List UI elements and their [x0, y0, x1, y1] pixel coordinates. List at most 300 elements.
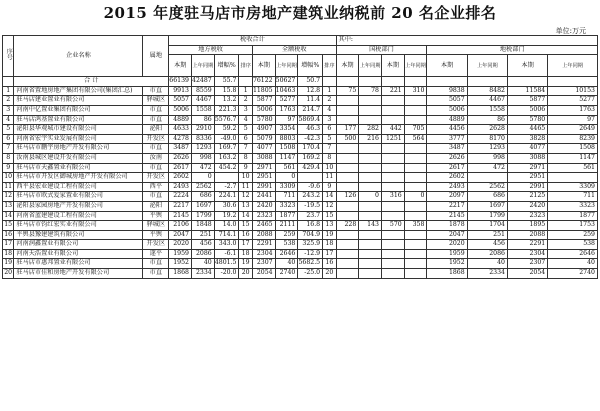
row-value: 2951 — [252, 173, 275, 183]
row-value — [359, 115, 382, 125]
row-value — [214, 173, 239, 183]
row-value: 2441 — [252, 192, 275, 202]
row-rank: 18 — [323, 240, 336, 250]
row-seq: 19 — [3, 259, 14, 269]
row-value: 2020 — [169, 240, 192, 250]
row-region: 市直 — [143, 115, 169, 125]
row-value: 998 — [191, 153, 214, 163]
row-value: 3777 — [427, 134, 467, 144]
table-row — [3, 240, 598, 250]
table-row — [3, 96, 598, 106]
table-header — [3, 36, 598, 77]
header-region: 属地 — [143, 36, 169, 77]
header-this-period: 本期 — [252, 55, 275, 77]
table-row — [3, 173, 598, 183]
total-cell — [239, 77, 252, 87]
row-value: 11584 — [507, 86, 547, 96]
row-value — [359, 153, 382, 163]
row-value: 1753 — [548, 221, 598, 231]
row-value: 2291 — [507, 240, 547, 250]
row-value: 1704 — [467, 221, 507, 231]
row-value: 561 — [548, 163, 598, 173]
row-value: 1763 — [548, 105, 598, 115]
row-value: 5877 — [252, 96, 275, 106]
row-region: 开发区 — [143, 173, 169, 183]
row-value — [336, 230, 359, 240]
row-value — [381, 211, 404, 221]
row-value: 40 — [191, 259, 214, 269]
row-value: 4077 — [252, 144, 275, 154]
row-value: 343.0 — [214, 240, 239, 250]
table-row — [3, 105, 598, 115]
row-rank: 7 — [239, 144, 252, 154]
row-value: 456 — [467, 240, 507, 250]
row-value: 2420 — [252, 201, 275, 211]
header-seq: 序号 — [3, 36, 14, 77]
row-value: 2111 — [275, 221, 298, 231]
row-value — [336, 182, 359, 192]
row-value: 3828 — [507, 134, 547, 144]
header-company: 企业名称 — [14, 36, 143, 77]
row-seq: 13 — [3, 201, 14, 211]
row-value: 5079 — [252, 134, 275, 144]
row-value: 251 — [191, 230, 214, 240]
row-value: 704.9 — [298, 230, 323, 240]
row-value — [404, 153, 427, 163]
row-rank: 16 — [239, 230, 252, 240]
row-region: 市直 — [143, 86, 169, 96]
row-value: 2307 — [507, 259, 547, 269]
row-value: 570 — [381, 221, 404, 231]
row-company-name: 驻马店建业置业有限公司 — [14, 96, 143, 106]
total-cell: 76122 — [252, 77, 275, 87]
row-value — [359, 240, 382, 250]
row-value: 78 — [359, 86, 382, 96]
row-value — [359, 249, 382, 259]
row-value: 5057 — [427, 96, 467, 106]
total-cell: 50627 — [275, 77, 298, 87]
row-value — [336, 201, 359, 211]
row-region: 平舆 — [143, 230, 169, 240]
total-cell: 66139 — [169, 77, 192, 87]
row-value: 2740 — [275, 269, 298, 279]
row-value: 500 — [336, 134, 359, 144]
row-seq: 3 — [3, 105, 14, 115]
row-value: 5682.5 — [298, 259, 323, 269]
row-region: 市直 — [143, 192, 169, 202]
header-last-year: 上年同期 — [467, 55, 507, 77]
row-seq: 10 — [3, 173, 14, 183]
row-value: 11.4 — [298, 96, 323, 106]
row-value — [404, 96, 427, 106]
row-value: 358 — [404, 221, 427, 231]
row-value: 2145 — [427, 211, 467, 221]
row-value: 126 — [336, 192, 359, 202]
row-company-name: 驻马店市惠邦置业有限公司 — [14, 259, 143, 269]
row-value: 1952 — [427, 259, 467, 269]
row-value: 5780 — [252, 115, 275, 125]
row-value: 561 — [275, 163, 298, 173]
row-value: 1251 — [381, 134, 404, 144]
row-rank: 5 — [323, 134, 336, 144]
row-region: 市直 — [143, 144, 169, 154]
header-this-period: 本期 — [381, 55, 404, 77]
row-seq: 5 — [3, 125, 14, 135]
row-value: 221 — [381, 86, 404, 96]
table-row — [3, 230, 598, 240]
row-value: 325.9 — [298, 240, 323, 250]
row-value: 5277 — [548, 96, 598, 106]
row-value: 10153 — [548, 86, 598, 96]
row-value: 1799 — [191, 211, 214, 221]
row-value: 2562 — [191, 182, 214, 192]
row-value: 0 — [275, 173, 298, 183]
row-rank: 3 — [323, 115, 336, 125]
row-value: 1508 — [275, 144, 298, 154]
row-rank: 20 — [323, 269, 336, 279]
row-value — [336, 259, 359, 269]
row-value: 1868 — [427, 269, 467, 279]
row-value: 2991 — [507, 182, 547, 192]
row-value: 1877 — [275, 211, 298, 221]
row-value — [381, 105, 404, 115]
row-value: 4801.5 — [214, 259, 239, 269]
row-value — [359, 182, 382, 192]
row-value: 2224 — [169, 192, 192, 202]
row-value: 472 — [467, 163, 507, 173]
row-value: 2217 — [427, 201, 467, 211]
row-rank: 9 — [323, 182, 336, 192]
row-value — [298, 173, 323, 183]
row-rank: 3 — [239, 105, 252, 115]
row-value: 4467 — [191, 96, 214, 106]
row-value: 711 — [548, 192, 598, 202]
row-value — [381, 201, 404, 211]
row-rank: 2 — [239, 96, 252, 106]
header-national-dept: 国税部门 — [336, 45, 427, 55]
table-row — [3, 249, 598, 259]
row-value: 456 — [191, 240, 214, 250]
row-value — [381, 173, 404, 183]
row-value — [404, 230, 427, 240]
row-region: 开发区 — [143, 134, 169, 144]
table-body — [3, 77, 598, 278]
row-value: 2602 — [169, 173, 192, 183]
row-value: 714.1 — [214, 230, 239, 240]
row-value: 2628 — [467, 125, 507, 135]
row-value: 86 — [467, 115, 507, 125]
page-title: 2015 年度驻马店市房地产建筑业纳税前 20 名企业排名 — [103, 4, 497, 22]
total-cell — [467, 77, 507, 87]
row-value: 2951 — [507, 173, 547, 183]
row-value: 97 — [548, 115, 598, 125]
row-value: -20.0 — [214, 269, 239, 279]
tax-ranking-table — [2, 35, 598, 279]
row-value: 16.8 — [298, 221, 323, 231]
row-value: 13.2 — [214, 96, 239, 106]
row-company-name: 西平县宏业建设工程有限公司 — [14, 182, 143, 192]
row-value — [336, 153, 359, 163]
row-seq: 6 — [3, 134, 14, 144]
row-rank: 15 — [239, 221, 252, 231]
row-value: 3309 — [548, 182, 598, 192]
row-value: 2145 — [169, 211, 192, 221]
row-region: 驿城区 — [143, 221, 169, 231]
row-value: 216 — [359, 134, 382, 144]
row-rank: 11 — [239, 182, 252, 192]
row-value: 711 — [275, 192, 298, 202]
row-value: 2617 — [427, 163, 467, 173]
row-value: 2493 — [427, 182, 467, 192]
row-company-name: 驻马店市天鑫置业有限公司 — [14, 163, 143, 173]
row-value — [336, 173, 359, 183]
row-value: -25.0 — [298, 269, 323, 279]
row-company-name: 驻马店市佳和房地产开发有限公司 — [14, 269, 143, 279]
row-value: 2307 — [252, 259, 275, 269]
row-value: 9913 — [169, 86, 192, 96]
row-value — [404, 182, 427, 192]
row-value — [359, 105, 382, 115]
row-rank: 5 — [239, 125, 252, 135]
row-value: 2217 — [169, 201, 192, 211]
unit-label: 单位:万元 — [555, 27, 586, 35]
row-value: 3487 — [427, 144, 467, 154]
row-value: 169.7 — [214, 144, 239, 154]
row-value: 2020 — [427, 240, 467, 250]
header-this-period: 本期 — [169, 55, 192, 77]
row-value: -19.5 — [298, 201, 323, 211]
row-value: 8336 — [191, 134, 214, 144]
row-value: 4077 — [507, 144, 547, 154]
row-value: 5277 — [275, 96, 298, 106]
row-rank: 8 — [239, 153, 252, 163]
row-value: 3323 — [275, 201, 298, 211]
row-rank: 8 — [323, 153, 336, 163]
row-value: 2291 — [252, 240, 275, 250]
header-this-period: 本期 — [336, 55, 359, 77]
header-last-year: 上年同期 — [404, 55, 427, 77]
header-this-period: 本期 — [427, 55, 467, 77]
total-row — [3, 77, 598, 87]
row-value: 11805 — [252, 86, 275, 96]
row-value — [359, 201, 382, 211]
row-value — [336, 144, 359, 154]
row-value: 2991 — [252, 182, 275, 192]
row-company-name: 驻马店市欧式爱家置业有限公司 — [14, 192, 143, 202]
row-value — [381, 144, 404, 154]
table-row — [3, 125, 598, 135]
header-growth: 增幅% — [214, 55, 239, 77]
row-rank: 1 — [323, 86, 336, 96]
row-value: 2054 — [252, 269, 275, 279]
row-value: 163.2 — [214, 153, 239, 163]
row-value: 1952 — [169, 259, 192, 269]
row-company-name: 泌阳县家园房地产开发有限公司 — [14, 201, 143, 211]
row-company-name: 驻马店鸿基置业有限公司 — [14, 115, 143, 125]
row-value: 228 — [336, 221, 359, 231]
table-row — [3, 221, 598, 231]
row-value: 564 — [404, 134, 427, 144]
row-value: 1763 — [275, 105, 298, 115]
row-value: 3088 — [252, 153, 275, 163]
row-value: 5006 — [169, 105, 192, 115]
row-value: 1799 — [467, 211, 507, 221]
row-value: 4456 — [427, 125, 467, 135]
row-value: 1558 — [467, 105, 507, 115]
row-value: 8803 — [275, 134, 298, 144]
header-this-period: 本期 — [507, 55, 547, 77]
row-value: 4907 — [252, 125, 275, 135]
row-value: 5877 — [507, 96, 547, 106]
row-value — [359, 144, 382, 154]
row-rank: 12 — [239, 192, 252, 202]
row-company-name: 驻马店市开发区御城房地产开发有限公司 — [14, 173, 143, 183]
row-seq: 16 — [3, 230, 14, 240]
header-rank: 排序 — [323, 55, 336, 77]
header-last-year: 上年同期 — [275, 55, 298, 77]
row-value — [404, 269, 427, 279]
row-value — [381, 240, 404, 250]
row-value — [336, 269, 359, 279]
row-value: 3088 — [507, 153, 547, 163]
row-value — [381, 163, 404, 173]
row-value: -2.7 — [214, 182, 239, 192]
row-value — [381, 96, 404, 106]
row-value: 705 — [404, 125, 427, 135]
row-value: 316 — [381, 192, 404, 202]
row-value: 30.6 — [214, 201, 239, 211]
row-value: 538 — [548, 240, 598, 250]
row-value — [404, 173, 427, 183]
row-value: 23.7 — [298, 211, 323, 221]
row-region: 泌阳 — [143, 125, 169, 135]
row-value — [548, 173, 598, 183]
table-row — [3, 134, 598, 144]
row-rank: 19 — [239, 259, 252, 269]
header-last-year: 上年同期 — [548, 55, 598, 77]
row-value: 8239 — [548, 134, 598, 144]
row-value — [381, 230, 404, 240]
table-row — [3, 211, 598, 221]
row-value: 4889 — [427, 115, 467, 125]
row-rank: 10 — [239, 173, 252, 183]
row-seq: 14 — [3, 211, 14, 221]
row-value: 4467 — [467, 96, 507, 106]
row-value: 224.1 — [214, 192, 239, 202]
row-value: 2086 — [467, 249, 507, 259]
row-company-name: 驻马店市鹏宇房地产开发有限公司 — [14, 144, 143, 154]
row-value: 75 — [336, 86, 359, 96]
row-value: 170.4 — [298, 144, 323, 154]
row-seq: 18 — [3, 249, 14, 259]
row-company-name: 汝南县城区建设开发有限公司 — [14, 153, 143, 163]
row-company-name: 河南中亿置业集团有限公司 — [14, 105, 143, 115]
row-value: -12.9 — [298, 249, 323, 259]
row-value — [359, 230, 382, 240]
row-value: 19.2 — [214, 211, 239, 221]
row-region: 汝南 — [143, 153, 169, 163]
row-value: 221.3 — [214, 105, 239, 115]
total-cell — [404, 77, 427, 87]
row-value: 538 — [275, 240, 298, 250]
row-value: 9838 — [427, 86, 467, 96]
header-local-dept: 地税部门 — [427, 45, 598, 55]
row-value: 2646 — [548, 249, 598, 259]
row-company-name: 平舆县豫建建筑有限公司 — [14, 230, 143, 240]
row-value: 472 — [191, 163, 214, 173]
row-value: 2334 — [467, 269, 507, 279]
row-value: 143 — [359, 221, 382, 231]
row-value: 59.2 — [214, 125, 239, 135]
row-seq: 7 — [3, 144, 14, 154]
row-value: 2086 — [191, 249, 214, 259]
row-region: 泌阳 — [143, 201, 169, 211]
row-value: 1878 — [427, 221, 467, 231]
row-rank: 17 — [323, 249, 336, 259]
row-value: 5006 — [427, 105, 467, 115]
header-of-which: 其中: — [336, 36, 597, 46]
table-row — [3, 86, 598, 96]
row-value — [404, 249, 427, 259]
row-seq: 1 — [3, 86, 14, 96]
row-seq: 2 — [3, 96, 14, 106]
row-value: 169.2 — [298, 153, 323, 163]
row-value: 8482 — [467, 86, 507, 96]
row-region: 市直 — [143, 163, 169, 173]
row-rank: 14 — [323, 192, 336, 202]
row-region: 市直 — [143, 105, 169, 115]
row-value: 1508 — [548, 144, 598, 154]
row-value: 1147 — [275, 153, 298, 163]
row-seq: 17 — [3, 240, 14, 250]
row-value: 2617 — [169, 163, 192, 173]
row-seq: 15 — [3, 221, 14, 231]
header-local-tax: 地方税收 — [169, 45, 253, 55]
row-value: 14.0 — [214, 221, 239, 231]
row-value: 2088 — [507, 230, 547, 240]
row-rank: 2 — [323, 96, 336, 106]
row-value: 1959 — [169, 249, 192, 259]
row-value: 0 — [191, 173, 214, 183]
row-rank: 11 — [323, 173, 336, 183]
table-row — [3, 269, 598, 279]
row-value: 2740 — [548, 269, 598, 279]
row-value — [336, 115, 359, 125]
header-growth: 增幅% — [298, 55, 323, 77]
row-value: 8559 — [191, 86, 214, 96]
row-company-name: 河南天浩置业有限公司 — [14, 249, 143, 259]
row-value: 1293 — [191, 144, 214, 154]
row-value: 686 — [191, 192, 214, 202]
table-row — [3, 115, 598, 125]
header-rank: 排序 — [239, 55, 252, 77]
table-row — [3, 259, 598, 269]
row-value: 2097 — [427, 192, 467, 202]
row-value: 2493 — [169, 182, 192, 192]
row-rank: 13 — [323, 221, 336, 231]
row-region: 遂平 — [143, 249, 169, 259]
row-value — [336, 249, 359, 259]
header-tax-total: 税收合计 — [169, 36, 336, 46]
row-value: 86 — [191, 115, 214, 125]
total-seq — [3, 77, 14, 87]
row-region: 驿城区 — [143, 96, 169, 106]
row-company-name: 驻马店市钧红宏实业有限公司 — [14, 221, 143, 231]
row-rank: 6 — [323, 125, 336, 135]
row-value: 5780 — [507, 115, 547, 125]
row-rank: 4 — [323, 105, 336, 115]
row-value: 5006 — [252, 105, 275, 115]
